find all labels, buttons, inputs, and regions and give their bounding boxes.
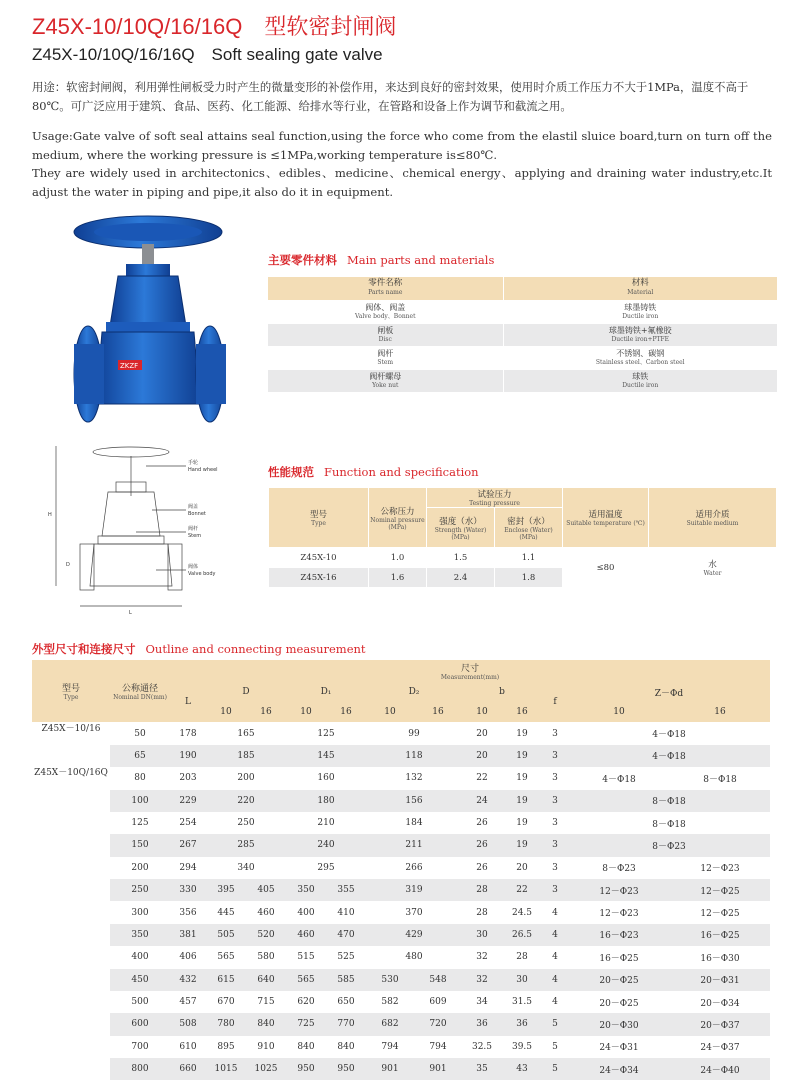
label-valve-body-en: Valve body bbox=[188, 571, 216, 577]
table-row bbox=[32, 812, 770, 834]
table-cell: 460 bbox=[286, 924, 326, 946]
table-cell: 3 bbox=[552, 773, 558, 784]
table-cell: 8－Φ23 bbox=[602, 864, 636, 875]
table-cell: 150 bbox=[110, 834, 170, 856]
table-row: 阀杆螺母 Yoke nut 球铁 Ductile iron bbox=[268, 369, 777, 392]
table-cell: 794 bbox=[429, 1041, 447, 1052]
table-cell: 840 bbox=[337, 1041, 355, 1052]
table-row bbox=[32, 991, 770, 1013]
table-cell: 99 bbox=[408, 728, 420, 739]
table-cell: 405 bbox=[246, 879, 286, 901]
table-cell: 28 bbox=[462, 879, 502, 901]
dim-letter-h: H bbox=[48, 512, 52, 518]
table-cell: 30 bbox=[502, 969, 542, 991]
page-subtitle: Z45X-10/10Q/16/16Q Soft sealing gate valve bbox=[32, 45, 383, 64]
table-cell: 200 bbox=[237, 773, 255, 784]
table-cell: 20－Φ37 bbox=[670, 1013, 770, 1035]
table-row bbox=[32, 946, 770, 968]
table-cell: 3 bbox=[552, 818, 558, 829]
table-row: 闸板 Disc 球墨铸铁+氟橡胶 Ductile iron+PTFE bbox=[268, 323, 777, 346]
usage-en-line-2: They are widely used in architectonics、edibles、medicine、chemical energy、applying and draining water industry,etc.It adjust the water in piping and pipe,it also do it in equipment. bbox=[32, 166, 772, 199]
table-cell: 565 bbox=[286, 969, 326, 991]
table-cell: 118 bbox=[366, 745, 462, 767]
table-cell: 615 bbox=[206, 969, 246, 991]
table-cell: 319 bbox=[366, 879, 462, 901]
usage-text-cn: 用途：软密封闸阀，利用弹性闸板受力时产生的微量变形的补偿作用，来达到良好的密封效果，使用时介质工作压力不大于1MPa，温度不高于80℃。可广泛应用于建筑、食品、医药、化工能源、给排水等行业，在管路和设备上作为调节和截流之用。 bbox=[32, 80, 749, 113]
table-row bbox=[32, 1013, 770, 1035]
table-row bbox=[32, 1036, 770, 1058]
table-cell: 24－Φ37 bbox=[700, 1043, 740, 1054]
table-cell: 43 bbox=[502, 1058, 542, 1080]
table-cell: 950 bbox=[286, 1058, 326, 1080]
table-row bbox=[32, 901, 770, 923]
dim-letter-d: D bbox=[66, 562, 70, 568]
valve-section-drawing bbox=[36, 436, 236, 616]
table-cell: 210 bbox=[317, 818, 335, 829]
table-cell: 400 bbox=[131, 952, 149, 963]
table-cell: 8－Φ23 bbox=[568, 834, 770, 856]
table-cell: 229 bbox=[170, 790, 206, 812]
table-cell: 12－Φ23 bbox=[599, 909, 639, 920]
table-cell: 4 bbox=[542, 924, 568, 946]
model-cell bbox=[32, 722, 110, 1080]
table-cell: 165 bbox=[237, 728, 255, 739]
table-cell: 460 bbox=[257, 907, 275, 918]
table-cell: 20－Φ30 bbox=[568, 1013, 670, 1035]
table-row bbox=[32, 722, 770, 744]
table-cell: 4 bbox=[552, 907, 558, 918]
table-cell: 3 bbox=[552, 862, 558, 873]
table-cell: 715 bbox=[257, 997, 275, 1008]
table-cell: 8－Φ18 bbox=[652, 819, 686, 830]
table-row bbox=[32, 1058, 770, 1080]
label-stem-cn: 阀杆 bbox=[188, 526, 199, 532]
table-cell: 640 bbox=[246, 969, 286, 991]
table-cell: 4 bbox=[542, 969, 568, 991]
table-cell: 125 bbox=[317, 728, 335, 739]
label-stem-en: Stem bbox=[188, 533, 202, 539]
table-cell: 770 bbox=[326, 1013, 366, 1035]
table-cell: 895 bbox=[217, 1041, 235, 1052]
table-cell: 20－Φ25 bbox=[599, 998, 639, 1009]
table-cell: 12－Φ25 bbox=[670, 879, 770, 901]
table-cell: 520 bbox=[246, 924, 286, 946]
table-cell: 12－Φ23 bbox=[700, 864, 740, 875]
table-cell: 32 bbox=[462, 969, 502, 991]
label-hand-wheel-cn: 手轮 bbox=[188, 460, 199, 466]
table-row: Z45X-10 1.0 1.5 1.1 ≤80 水 Water bbox=[269, 548, 777, 568]
table-cell: 700 bbox=[131, 1041, 149, 1052]
table-cell: 3 bbox=[552, 728, 558, 739]
table-cell: 580 bbox=[257, 952, 275, 963]
table-cell: 125 bbox=[131, 818, 149, 829]
table-cell: 285 bbox=[206, 834, 286, 856]
table-cell: 1015 bbox=[206, 1058, 246, 1080]
table-cell: 24.5 bbox=[511, 907, 533, 918]
table-row bbox=[32, 879, 770, 901]
table-cell: 470 bbox=[326, 924, 366, 946]
table-cell: 19 bbox=[516, 818, 528, 829]
table-cell: 585 bbox=[326, 969, 366, 991]
label-bonnet-cn: 阀盖 bbox=[188, 504, 199, 510]
table-cell: 620 bbox=[297, 997, 315, 1008]
table-cell: 429 bbox=[366, 924, 462, 946]
table-cell: 16－Φ30 bbox=[700, 953, 740, 964]
table-cell: 185 bbox=[206, 745, 286, 767]
table-cell: 220 bbox=[206, 790, 286, 812]
table-cell: 4－Φ18 bbox=[602, 774, 636, 785]
table-cell: 250 bbox=[237, 818, 255, 829]
table-cell: 548 bbox=[414, 969, 462, 991]
table-cell: 203 bbox=[179, 773, 197, 784]
brand-badge: ZKZF bbox=[120, 362, 139, 370]
dim-letter-l: L bbox=[129, 610, 132, 616]
table-cell: 4－Φ18 bbox=[652, 730, 686, 741]
table-cell: 294 bbox=[179, 862, 197, 873]
table-cell: 12－Φ25 bbox=[700, 909, 740, 920]
table-cell: 80 bbox=[134, 773, 146, 784]
table-cell: 267 bbox=[170, 834, 206, 856]
table-cell: 300 bbox=[131, 907, 149, 918]
table-cell: 16－Φ25 bbox=[599, 953, 639, 964]
table-cell: 19 bbox=[516, 728, 528, 739]
table-cell: 445 bbox=[217, 907, 235, 918]
table-cell: 1025 bbox=[246, 1058, 286, 1080]
table-cell: 30 bbox=[462, 924, 502, 946]
table-cell: 8－Φ18 bbox=[703, 774, 737, 785]
table-cell: 24 bbox=[462, 790, 502, 812]
table-cell: 16－Φ25 bbox=[670, 924, 770, 946]
table-cell: 26 bbox=[476, 862, 488, 873]
materials-table: 零件名称 Parts name 材料 Material 阀体、阀盖 Valve body、Bonnet 球墨铸铁 Ductile iron 闸板 Disc 球墨铸铁+氟橡胶 Ductile iron+PTFE 阀杆 Stem 不锈钢、碳钢 Stainless steel、Carbon steel 阀杆螺母 Yoke nut 球铁 Ductile iron bbox=[268, 277, 777, 393]
usage-en-line-1: Usage:Gate valve of soft seal attains seal function,using the force who come from the elastil sluice board,turn on turn off the medium, where the working pressure is ≤1MPa,working temperature is≤80℃. bbox=[32, 129, 772, 162]
table-cell: 36 bbox=[502, 1013, 542, 1035]
table-cell: 910 bbox=[257, 1041, 275, 1052]
materials-section-title: 主要零件材料 Main parts and materials bbox=[268, 253, 495, 267]
table-cell: 180 bbox=[286, 790, 366, 812]
table-cell: 34 bbox=[476, 997, 488, 1008]
table-cell: 370 bbox=[405, 907, 423, 918]
table-cell: 840 bbox=[246, 1013, 286, 1035]
table-cell: 356 bbox=[179, 907, 197, 918]
table-cell: 780 bbox=[206, 1013, 246, 1035]
table-cell: 254 bbox=[179, 818, 197, 829]
table-cell: 31.5 bbox=[511, 997, 533, 1008]
valve-photo bbox=[60, 214, 240, 426]
table-row: Z45X-16 1.6 2.4 1.8 bbox=[269, 568, 777, 588]
page-title: Z45X-10/10Q/16/16Q 型软密封闸阀 bbox=[32, 14, 397, 39]
table-row: 阀体、阀盖 Valve body、Bonnet 球墨铸铁 Ductile iron bbox=[268, 300, 777, 323]
table-cell: 28 bbox=[476, 907, 488, 918]
table-cell: 178 bbox=[179, 728, 197, 739]
table-cell: 609 bbox=[429, 997, 447, 1008]
table-cell: 600 bbox=[110, 1013, 170, 1035]
table-cell: 515 bbox=[297, 952, 315, 963]
table-cell: 20－Φ31 bbox=[670, 969, 770, 991]
table-cell: 200 bbox=[131, 862, 149, 873]
table-cell: 720 bbox=[414, 1013, 462, 1035]
table-cell: 500 bbox=[131, 997, 149, 1008]
table-cell: 26.5 bbox=[502, 924, 542, 946]
table-cell: 266 bbox=[405, 862, 423, 873]
spec-table: 型号 Type 公称压力 Nominal pressure (MPa) 试验压力 Testing pressure 适用温度 Suitable temperature (℃) 适用介质 Suitable medium 强度（水） Strength (Water) (MPa) 密封（水） Enclose (Water) (MPa) Z45X-10 1.0 1.5 1.1 ≤80 水 Water Z45X-16 1.6 2.4 1.8 bbox=[268, 487, 777, 588]
table-cell: 950 bbox=[326, 1058, 366, 1080]
table-cell: 5 bbox=[542, 1013, 568, 1035]
table-cell: 26 bbox=[462, 834, 502, 856]
table-cell: 20－Φ34 bbox=[700, 998, 740, 1009]
table-cell: 457 bbox=[179, 997, 197, 1008]
table-cell: 725 bbox=[286, 1013, 326, 1035]
table-row bbox=[32, 924, 770, 946]
table-cell: 22 bbox=[476, 773, 488, 784]
table-cell: 39.5 bbox=[511, 1041, 533, 1052]
model-label: Z45X－10Q/16Q bbox=[34, 768, 108, 779]
table-cell: 250 bbox=[110, 879, 170, 901]
table-cell: 12－Φ23 bbox=[568, 879, 670, 901]
table-cell: 400 bbox=[297, 907, 315, 918]
usage-text-en bbox=[32, 127, 772, 201]
table-cell: 240 bbox=[286, 834, 366, 856]
table-cell: 36 bbox=[462, 1013, 502, 1035]
model-label: Z45X－10/16 bbox=[41, 724, 101, 735]
table-cell: 794 bbox=[381, 1041, 399, 1052]
table-cell: 19 bbox=[502, 745, 542, 767]
table-cell: 3 bbox=[542, 834, 568, 856]
table-cell: 35 bbox=[462, 1058, 502, 1080]
table-cell: 432 bbox=[170, 969, 206, 991]
table-cell: 901 bbox=[366, 1058, 414, 1080]
table-row bbox=[32, 834, 770, 856]
table-row bbox=[32, 969, 770, 991]
table-cell: 16－Φ23 bbox=[568, 924, 670, 946]
table-row bbox=[32, 767, 770, 789]
table-cell: 800 bbox=[110, 1058, 170, 1080]
table-cell: 19 bbox=[502, 790, 542, 812]
table-cell: 20－Φ25 bbox=[568, 969, 670, 991]
table-cell: 350 bbox=[110, 924, 170, 946]
table-cell: 145 bbox=[286, 745, 366, 767]
spec-section-title: 性能规范 Function and specification bbox=[268, 465, 479, 479]
table-cell: 5 bbox=[552, 1041, 558, 1052]
table-cell: 32.5 bbox=[471, 1041, 493, 1052]
table-cell: 610 bbox=[179, 1041, 197, 1052]
table-cell: 24－Φ34 bbox=[568, 1058, 670, 1080]
table-cell: 65 bbox=[110, 745, 170, 767]
table-cell: 8－Φ18 bbox=[568, 790, 770, 812]
table-cell: 682 bbox=[366, 1013, 414, 1035]
table-cell: 20 bbox=[462, 745, 502, 767]
table-cell: 160 bbox=[317, 773, 335, 784]
table-row bbox=[32, 857, 770, 879]
table-cell: 132 bbox=[405, 773, 423, 784]
table-cell: 340 bbox=[237, 862, 255, 873]
label-hand-wheel-en: Hand wheel bbox=[188, 467, 218, 473]
table-cell: 26 bbox=[476, 818, 488, 829]
table-cell: 50 bbox=[134, 728, 146, 739]
table-cell: 650 bbox=[337, 997, 355, 1008]
table-cell: 19 bbox=[502, 834, 542, 856]
table-cell: 4 bbox=[552, 952, 558, 963]
label-bonnet-en: Bonnet bbox=[188, 511, 206, 517]
table-cell: 20 bbox=[476, 728, 488, 739]
table-cell: 350 bbox=[286, 879, 326, 901]
table-row: 阀杆 Stem 不锈钢、碳钢 Stainless steel、Carbon steel bbox=[268, 346, 777, 369]
table-cell: 582 bbox=[381, 997, 399, 1008]
table-row bbox=[32, 790, 770, 812]
table-cell: 381 bbox=[170, 924, 206, 946]
table-cell: 670 bbox=[217, 997, 235, 1008]
table-cell: 355 bbox=[326, 879, 366, 901]
table-cell: 508 bbox=[170, 1013, 206, 1035]
table-cell: 5 bbox=[542, 1058, 568, 1080]
table-cell: 20 bbox=[516, 862, 528, 873]
table-cell: 4 bbox=[552, 997, 558, 1008]
table-cell: 22 bbox=[502, 879, 542, 901]
table-cell: 156 bbox=[366, 790, 462, 812]
table-cell: 480 bbox=[405, 952, 423, 963]
table-cell: 660 bbox=[170, 1058, 206, 1080]
table-cell: 330 bbox=[170, 879, 206, 901]
table-cell: 190 bbox=[170, 745, 206, 767]
table-cell: 525 bbox=[337, 952, 355, 963]
dims-section-title: 外型尺寸和连接尺寸 Outline and connecting measurement bbox=[32, 642, 366, 656]
label-valve-body-cn: 阀体 bbox=[188, 564, 199, 570]
table-cell: 32 bbox=[476, 952, 488, 963]
table-cell: 28 bbox=[516, 952, 528, 963]
table-row bbox=[32, 745, 770, 767]
table-cell: 211 bbox=[366, 834, 462, 856]
table-cell: 295 bbox=[317, 862, 335, 873]
table-cell: 184 bbox=[405, 818, 423, 829]
table-cell: 450 bbox=[110, 969, 170, 991]
table-cell: 19 bbox=[516, 773, 528, 784]
table-cell: 840 bbox=[297, 1041, 315, 1052]
table-cell: 3 bbox=[542, 879, 568, 901]
table-cell: 3 bbox=[542, 745, 568, 767]
table-cell: 406 bbox=[179, 952, 197, 963]
table-cell: 505 bbox=[206, 924, 246, 946]
table-cell: 395 bbox=[206, 879, 246, 901]
table-cell: 24－Φ31 bbox=[599, 1043, 639, 1054]
table-cell: 100 bbox=[110, 790, 170, 812]
table-cell: 3 bbox=[542, 790, 568, 812]
dimensions-table: 型号 Type 公称通径 Nominal DN(mm) 尺寸 Measurement(mm) L D D₁ D₂ b f Z－Φd 10 16 10 16 10 16 10 16 10 16 Z45X－10/16 Z45X－10Q/16Q 50 178 165 125 99 20 19 3 4－Φ18 65 190 185 145 118 20 19 3 4－Φ18 80 203 200 160 132 22 19 3 4－Φ18 8－Φ18 100 229 220 180 156 24 19 3 8－Φ18 125 254 250 210 184 26 19 3 8－Φ18 150 267 285 240 211 26 19 3 8－Φ23 200 294 340 295 266 26 20 3 8－Φ23 12－Φ23 250 330 395 405 350 355 319 28 22 3 12－Φ23 12－Φ25 300 356 445 460 400 410 370 28 24.5 4 12－Φ23 12－Φ25 350 381 505 520 460 470 429 30 26.5 4 16－Φ23 16－Φ25 400 406 565 580 515 525 480 32 28 4 16－Φ25 16－Φ30 450 432 615 640 565 585 530 548 32 30 4 20－Φ25 20－Φ31 500 457 670 715 620 650 582 609 34 31.5 4 20－Φ25 20－Φ34 600 508 780 840 725 770 682 720 36 36 5 20－Φ30 20－Φ37 700 610 895 910 840 840 794 794 32.5 39.5 5 24－Φ31 24－Φ37 800 660 1015 1025 950 950 901 901 35 43 5 24－Φ34 24－Φ40 bbox=[32, 660, 770, 1080]
table-cell: 24－Φ40 bbox=[670, 1058, 770, 1080]
table-cell: 565 bbox=[217, 952, 235, 963]
table-cell: 901 bbox=[414, 1058, 462, 1080]
table-cell: 410 bbox=[337, 907, 355, 918]
table-cell: 530 bbox=[366, 969, 414, 991]
table-cell: 4－Φ18 bbox=[568, 745, 770, 767]
